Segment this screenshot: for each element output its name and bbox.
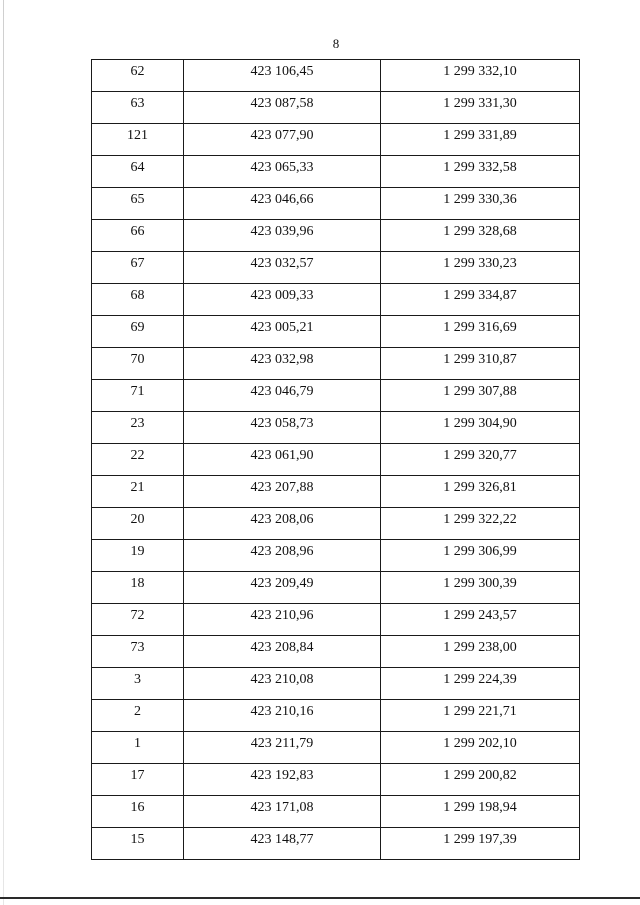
x-coordinate-cell: 423 046,79: [184, 380, 381, 412]
y-coordinate-cell: 1 299 328,68: [381, 220, 580, 252]
x-coordinate-cell: 423 171,08: [184, 796, 381, 828]
x-coordinate-cell: 423 210,16: [184, 700, 381, 732]
x-coordinate-cell: 423 210,96: [184, 604, 381, 636]
coordinates-table: [91, 59, 580, 860]
x-coordinate-cell: 423 009,33: [184, 284, 381, 316]
x-coordinate-cell: 423 077,90: [184, 124, 381, 156]
x-coordinate-cell: 423 192,83: [184, 764, 381, 796]
x-coordinate-cell: 423 005,21: [184, 316, 381, 348]
table-row: [92, 764, 580, 796]
point-number-cell: 68: [92, 284, 184, 316]
point-number-cell: 73: [92, 636, 184, 668]
scan-left-edge: [3, 0, 4, 905]
point-number-cell: 63: [92, 92, 184, 124]
scan-bottom-edge: [0, 897, 640, 899]
point-number-cell: 72: [92, 604, 184, 636]
point-number-cell: 66: [92, 220, 184, 252]
x-coordinate-cell: 423 207,88: [184, 476, 381, 508]
table-row: [92, 60, 580, 92]
table-row: [92, 220, 580, 252]
x-coordinate-cell: 423 211,79: [184, 732, 381, 764]
y-coordinate-cell: 1 299 330,23: [381, 252, 580, 284]
table-row: [92, 636, 580, 668]
y-coordinate-cell: 1 299 310,87: [381, 348, 580, 380]
table-row: [92, 124, 580, 156]
point-number-cell: 15: [92, 828, 184, 860]
table-row: [92, 444, 580, 476]
y-coordinate-cell: 1 299 197,39: [381, 828, 580, 860]
table-row: [92, 316, 580, 348]
x-coordinate-cell: 423 106,45: [184, 60, 381, 92]
y-coordinate-cell: 1 299 306,99: [381, 540, 580, 572]
table-row: [92, 188, 580, 220]
table-row: [92, 476, 580, 508]
point-number-cell: 65: [92, 188, 184, 220]
x-coordinate-cell: 423 061,90: [184, 444, 381, 476]
y-coordinate-cell: 1 299 334,87: [381, 284, 580, 316]
table-row: [92, 412, 580, 444]
y-coordinate-cell: 1 299 198,94: [381, 796, 580, 828]
table-row: [92, 252, 580, 284]
x-coordinate-cell: 423 210,08: [184, 668, 381, 700]
x-coordinate-cell: 423 208,84: [184, 636, 381, 668]
x-coordinate-cell: 423 065,33: [184, 156, 381, 188]
table-row: [92, 828, 580, 860]
point-number-cell: 17: [92, 764, 184, 796]
point-number-cell: 64: [92, 156, 184, 188]
point-number-cell: 3: [92, 668, 184, 700]
point-number-cell: 16: [92, 796, 184, 828]
x-coordinate-cell: 423 032,57: [184, 252, 381, 284]
y-coordinate-cell: 1 299 320,77: [381, 444, 580, 476]
y-coordinate-cell: 1 299 304,90: [381, 412, 580, 444]
x-coordinate-cell: 423 058,73: [184, 412, 381, 444]
point-number-cell: 23: [92, 412, 184, 444]
table-row: [92, 156, 580, 188]
x-coordinate-cell: 423 039,96: [184, 220, 381, 252]
table-row: [92, 732, 580, 764]
y-coordinate-cell: 1 299 316,69: [381, 316, 580, 348]
point-number-cell: 21: [92, 476, 184, 508]
x-coordinate-cell: 423 209,49: [184, 572, 381, 604]
y-coordinate-cell: 1 299 200,82: [381, 764, 580, 796]
y-coordinate-cell: 1 299 243,57: [381, 604, 580, 636]
point-number-cell: 19: [92, 540, 184, 572]
y-coordinate-cell: 1 299 326,81: [381, 476, 580, 508]
y-coordinate-cell: 1 299 331,89: [381, 124, 580, 156]
y-coordinate-cell: 1 299 332,10: [381, 60, 580, 92]
point-number-cell: 22: [92, 444, 184, 476]
y-coordinate-cell: 1 299 330,36: [381, 188, 580, 220]
y-coordinate-cell: 1 299 224,39: [381, 668, 580, 700]
coordinates-table-body: [92, 60, 580, 860]
table-row: [92, 348, 580, 380]
y-coordinate-cell: 1 299 332,58: [381, 156, 580, 188]
point-number-cell: 18: [92, 572, 184, 604]
y-coordinate-cell: 1 299 300,39: [381, 572, 580, 604]
table-row: [92, 604, 580, 636]
x-coordinate-cell: 423 087,58: [184, 92, 381, 124]
point-number-cell: 69: [92, 316, 184, 348]
point-number-cell: 70: [92, 348, 184, 380]
point-number-cell: 121: [92, 124, 184, 156]
table-row: [92, 668, 580, 700]
table-row: [92, 796, 580, 828]
point-number-cell: 2: [92, 700, 184, 732]
y-coordinate-cell: 1 299 238,00: [381, 636, 580, 668]
table-row: [92, 508, 580, 540]
x-coordinate-cell: 423 208,96: [184, 540, 381, 572]
table-row: [92, 540, 580, 572]
table-row: [92, 380, 580, 412]
page-number: 8: [332, 36, 340, 51]
x-coordinate-cell: 423 046,66: [184, 188, 381, 220]
x-coordinate-cell: 423 148,77: [184, 828, 381, 860]
table-row: [92, 572, 580, 604]
table-row: [92, 92, 580, 124]
point-number-cell: 67: [92, 252, 184, 284]
point-number-cell: 71: [92, 380, 184, 412]
point-number-cell: 20: [92, 508, 184, 540]
x-coordinate-cell: 423 208,06: [184, 508, 381, 540]
y-coordinate-cell: 1 299 202,10: [381, 732, 580, 764]
y-coordinate-cell: 1 299 221,71: [381, 700, 580, 732]
x-coordinate-cell: 423 032,98: [184, 348, 381, 380]
y-coordinate-cell: 1 299 331,30: [381, 92, 580, 124]
y-coordinate-cell: 1 299 322,22: [381, 508, 580, 540]
point-number-cell: 62: [92, 60, 184, 92]
y-coordinate-cell: 1 299 307,88: [381, 380, 580, 412]
table-row: [92, 700, 580, 732]
point-number-cell: 1: [92, 732, 184, 764]
table-row: [92, 284, 580, 316]
